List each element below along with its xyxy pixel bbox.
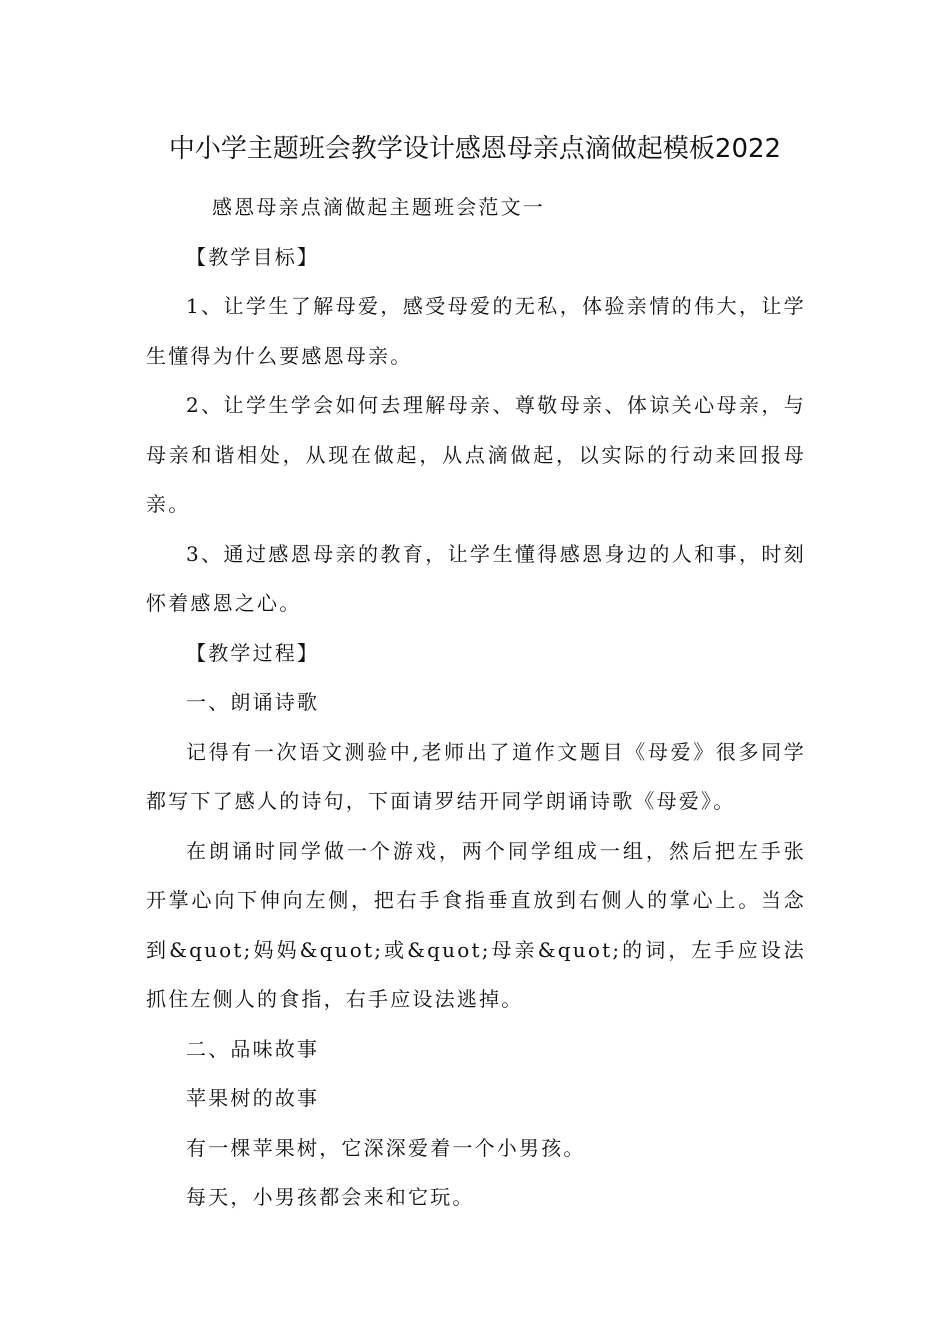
story-paragraph-2: 每天，小男孩都会来和它玩。	[186, 1185, 475, 1209]
section-heading-teaching-process: 【教学过程】	[186, 640, 320, 665]
step-heading-story: 二、品味故事	[186, 1036, 320, 1061]
body-paragraph-game: 在朗诵时同学做一个游戏，两个同学组成一组，然后把左手张开掌心向下伸向左侧，把右手食指垂直放到右侧人的掌心上。当念到&quot;妈妈&quot;或&quot;母亲&quot;的词，左手应设法抓住左侧人的食指，右手应设法逃掉。	[146, 838, 806, 1011]
document-body	[146, 183, 806, 1223]
section-heading-teaching-goals: 【教学目标】	[186, 244, 320, 269]
story-paragraph-1: 有一棵苹果树，它深深爱着一个小男孩。	[186, 1135, 586, 1160]
body-paragraph-poem-intro: 记得有一次语文测验中,老师出了道作文题目《母爱》很多同学都写下了感人的诗句，下面请罗结开同学朗诵诗歌《母爱》。	[146, 739, 806, 813]
story-title: 苹果树的故事	[186, 1086, 320, 1110]
goal-paragraph-1: 1、让学生了解母爱，感受母爱的无私，体验亲情的伟大，让学生懂得为什么要感恩母亲。	[146, 294, 806, 368]
subtitle-paragraph: 感恩母亲点滴做起主题班会范文一	[212, 195, 545, 219]
document-title: 中小学主题班会教学设计感恩母亲点滴做起模板2022	[168, 134, 782, 164]
step-heading-recite-poem: 一、朗诵诗歌	[186, 690, 320, 714]
goal-paragraph-2: 2、让学生学会如何去理解母亲、尊敬母亲、体谅关心母亲，与母亲和谐相处，从现在做起，从点滴做起，以实际的行动来回报母亲。	[146, 393, 806, 516]
goal-paragraph-3: 3、通过感恩母亲的教育，让学生懂得感恩身边的人和事，时刻怀着感恩之心。	[146, 541, 806, 615]
